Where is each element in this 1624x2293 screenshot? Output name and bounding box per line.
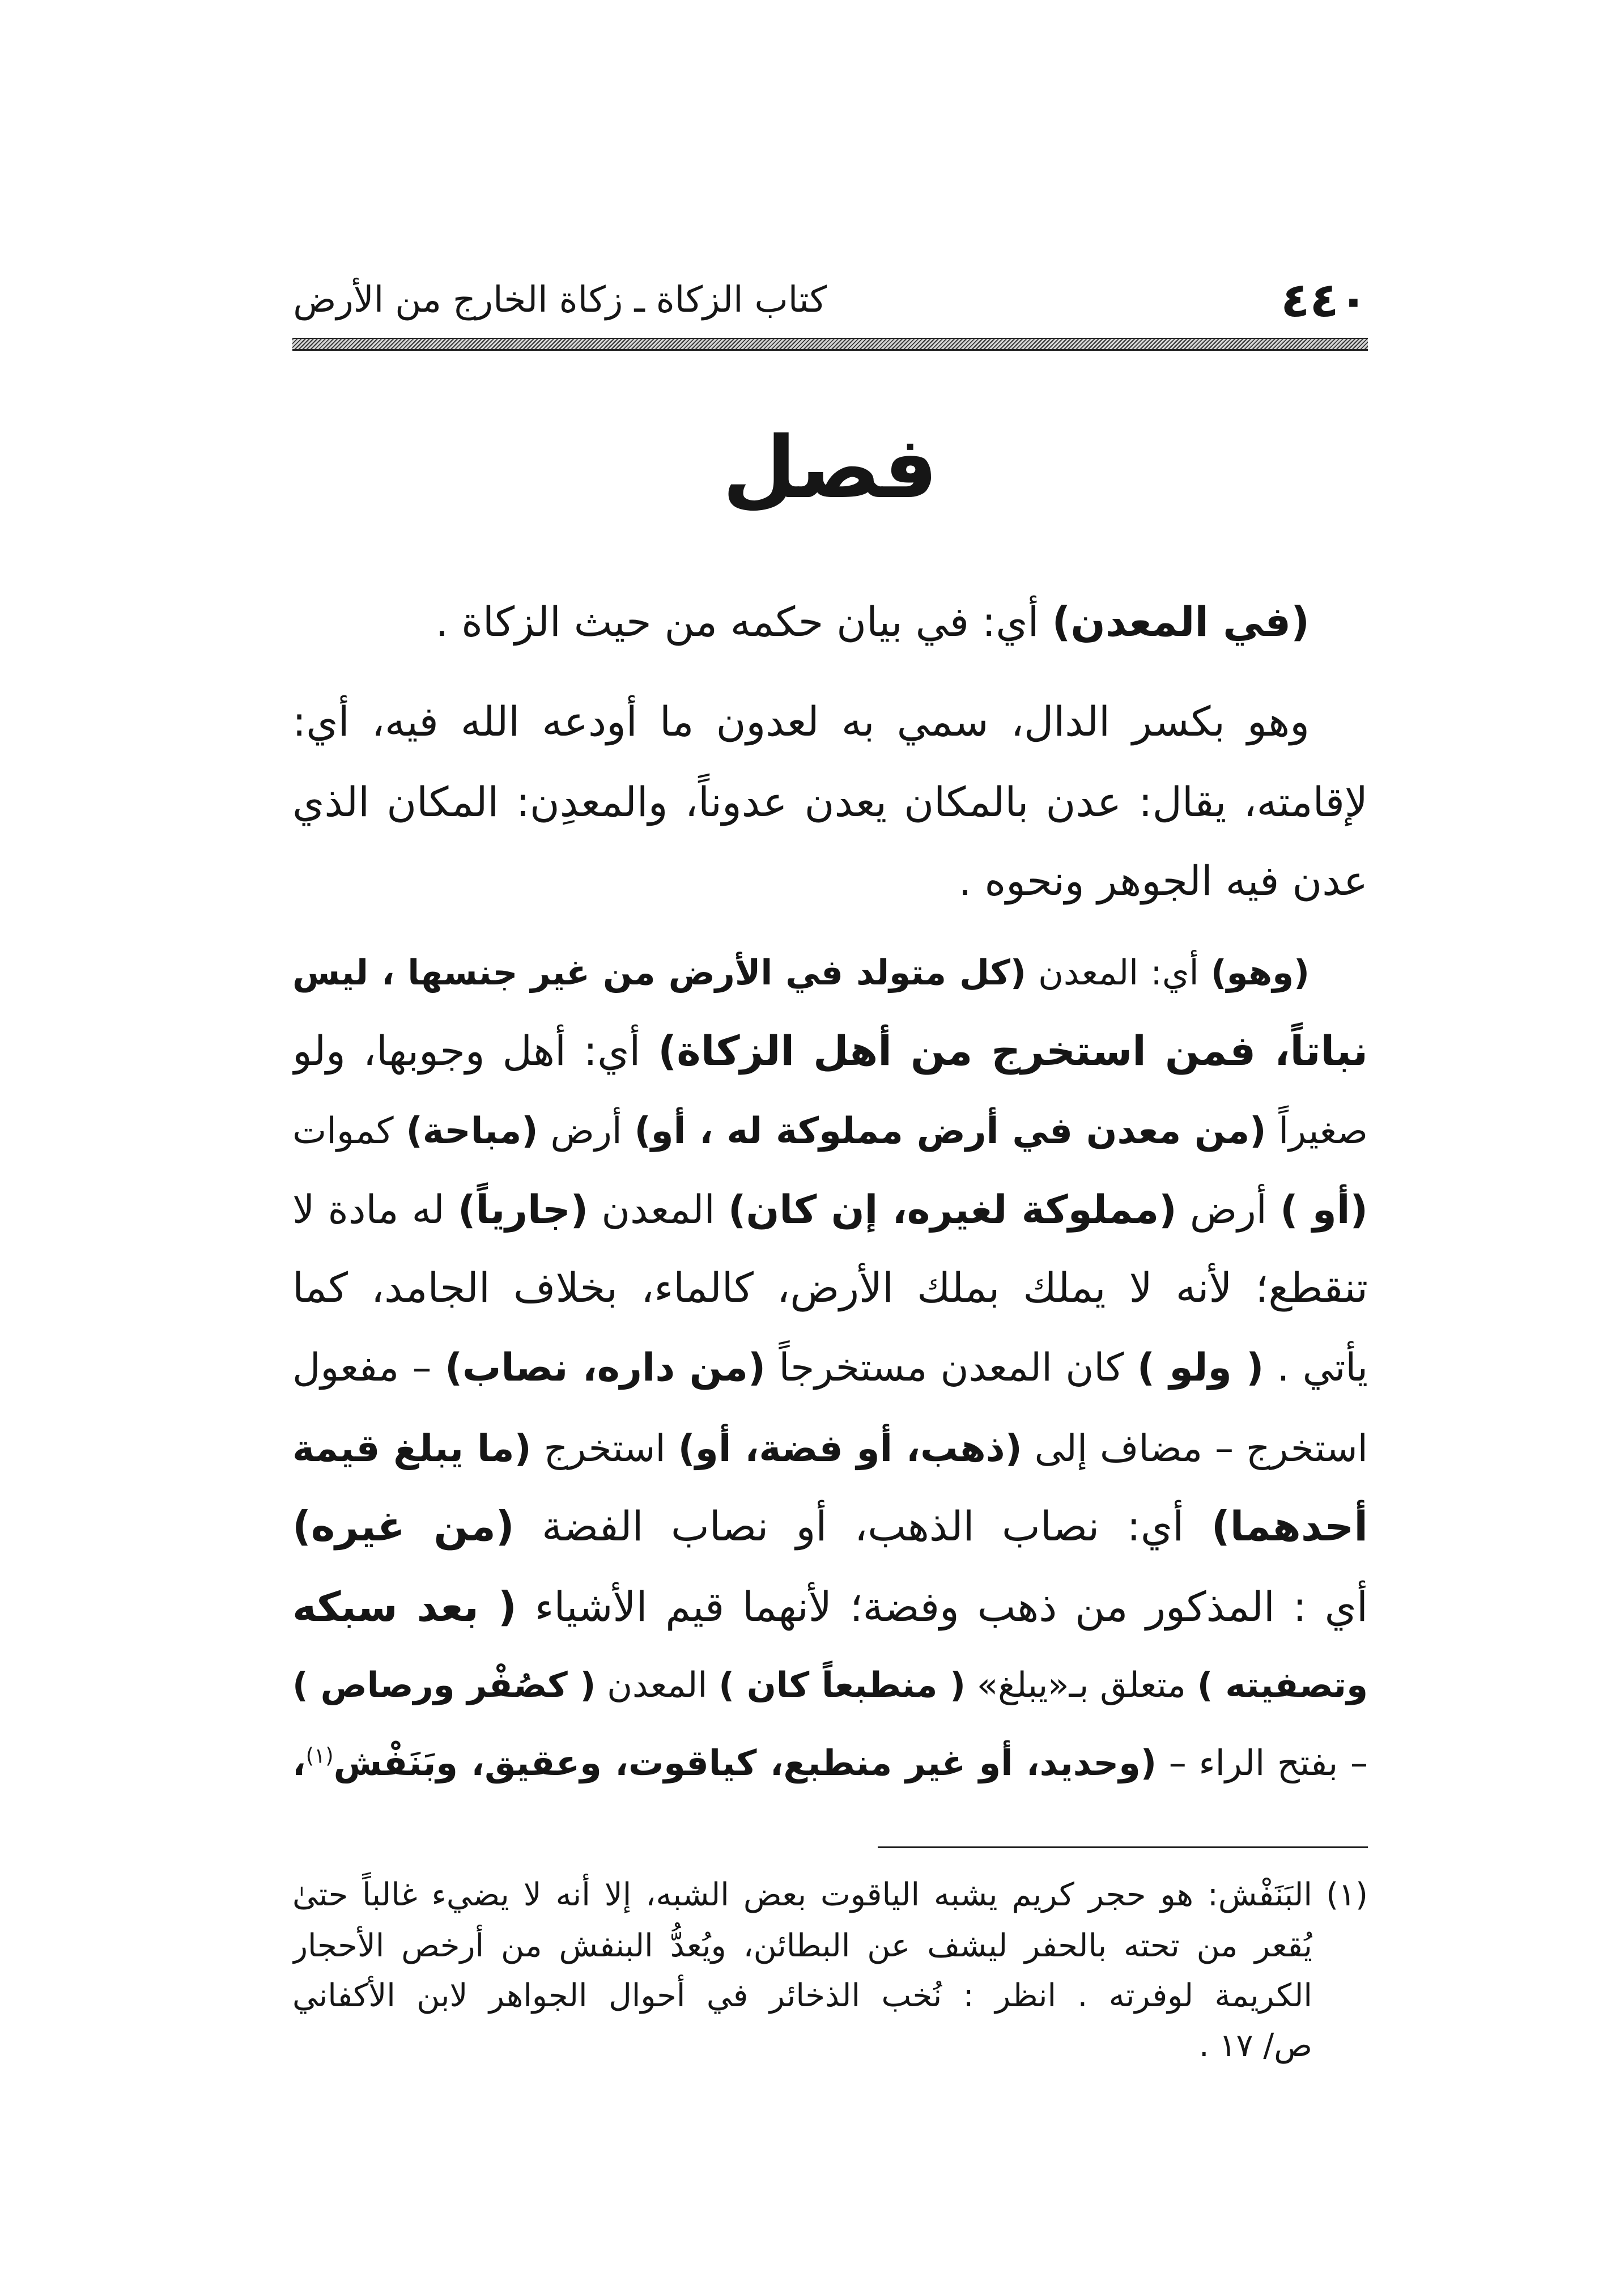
commentary-text: يأتي . xyxy=(1264,1345,1368,1390)
commentary-text: كان المعدن مستخرجاً xyxy=(766,1345,1137,1390)
body-line xyxy=(292,582,1368,661)
matn-text: ( منطبعاً كان ) xyxy=(719,1665,966,1705)
body-line xyxy=(292,1646,1368,1725)
commentary-text: تنقطع؛ لأنه لا يملك بملك الأرض، كالماء، بخلاف الجامد، كما xyxy=(292,1264,1368,1311)
matn-text: (من داره، نصاب) xyxy=(444,1345,766,1390)
commentary-text: المعدن xyxy=(596,1665,719,1705)
body-line xyxy=(292,841,1368,920)
footnote-line: ص/ ١٧ . xyxy=(1198,2027,1312,2064)
commentary-text: له مادة لا xyxy=(292,1187,458,1233)
running-header: كتاب الزكاة ـ زكاة الخارج من الأرض xyxy=(293,279,827,320)
matn-text: (ما يبلغ قيمة xyxy=(292,1426,532,1470)
commentary-text: أي: في بيان حكمه من حيث الزكاة . xyxy=(435,598,1052,646)
footnote-line: البَنَفْش: هو حجر كريم يشبه الياقوت بعض الشبه، إلا أنه لا يضيء غالباً حتىٰ xyxy=(292,1876,1312,1913)
section-title: فصل xyxy=(722,419,938,517)
footnote-reference: (١) xyxy=(305,1743,334,1768)
footnote-separator xyxy=(878,1846,1368,1848)
matn-text: (مملوكة لغيره، إن كان) xyxy=(728,1187,1177,1233)
body-line xyxy=(292,1567,1368,1646)
matn-text: ( بعد سبكه xyxy=(292,1583,517,1630)
commentary-text: المعدن xyxy=(588,1187,728,1233)
matn-text: ( ولو ) xyxy=(1137,1345,1264,1390)
body-line xyxy=(292,1170,1368,1250)
body-line xyxy=(292,1487,1368,1566)
footnote-line: يُقعر من تحته بالحفر ليشف عن البطائن، ويُعدُّ البنفش من أرخص الأحجار xyxy=(292,1927,1312,1964)
body-line xyxy=(292,1328,1368,1408)
page-number: ٤٤٠ xyxy=(1281,272,1368,328)
matn-text: (مباحة) xyxy=(406,1110,538,1152)
body-line xyxy=(292,1092,1368,1171)
matn-text: (من غيره) xyxy=(292,1502,515,1550)
matn-text: (ذهب، أو فضة، أو) xyxy=(678,1426,1022,1470)
matn-text: (أو ) xyxy=(1280,1187,1368,1233)
body-line xyxy=(292,1723,1368,1803)
commentary-text: استخرج – مضاف إلى xyxy=(1022,1426,1368,1470)
body-line xyxy=(292,682,1368,761)
matn-text: نباتاً، فمن استخرج من أهل الزكاة) xyxy=(658,1027,1368,1075)
commentary-text: متعلق بـ«يبلغ» xyxy=(965,1665,1197,1705)
body-line xyxy=(292,762,1368,842)
commentary-text: وهو بكسر الدال، سمي به لعدون ما أودعه الله فيه، أي: xyxy=(292,698,1310,745)
commentary-text: عدن فيه الجوهر ونحوه . xyxy=(958,857,1368,905)
matn-text: (من معدن في أرض مملوكة له ، أو) xyxy=(634,1110,1266,1152)
matn-text: أحدهما) xyxy=(1211,1502,1368,1550)
commentary-text: أي: نصاب الذهب، أو نصاب الفضة xyxy=(514,1502,1211,1550)
body-line xyxy=(292,1409,1368,1488)
commentary-text: استخرج xyxy=(531,1426,678,1470)
commentary-text: – بفتح الراء – xyxy=(1157,1742,1368,1784)
commentary-text: صغيراً xyxy=(1266,1110,1368,1152)
matn-text: وتصفيته ) xyxy=(1197,1665,1368,1705)
matn-text: (كل متولد في الأرض من غير جنسها ، ليس xyxy=(292,953,1026,993)
commentary-text: أي: المعدن xyxy=(1026,953,1211,993)
body-line xyxy=(292,1248,1368,1327)
body-line xyxy=(292,1011,1368,1090)
footnote-line: الكريمة لوفرته . انظر : نُخب الذخائر في أحوال الجواهر لابن الأكفاني xyxy=(292,1977,1312,2014)
commentary-text: أرض xyxy=(1176,1187,1281,1233)
matn-text: (جارياً) xyxy=(457,1187,589,1233)
footnote-marker: (١) xyxy=(1326,1876,1368,1913)
commentary-text: لإقامته، يقال: عدن بالمكان يعدن عدوناً، والمعدِن: المكان الذي xyxy=(292,778,1368,826)
header-rule xyxy=(292,338,1368,351)
commentary-text: – مفعول xyxy=(292,1345,445,1390)
commentary-text: أي: أهل وجوبها، ولو xyxy=(292,1027,658,1075)
matn-text: ، xyxy=(292,1742,306,1784)
matn-text: ( كصُفْر ورصاص ) xyxy=(292,1665,596,1705)
matn-text: (وحديد، أو غير منطبع، كياقوت، وعقيق، وبَنَفْش xyxy=(333,1742,1157,1784)
commentary-text: كموات xyxy=(292,1110,406,1152)
commentary-text: أي : المذكور من ذهب وفضة؛ لأنهما قيم الأشياء xyxy=(516,1583,1368,1630)
matn-text: (في المعدن) xyxy=(1052,598,1310,646)
commentary-text: أرض xyxy=(538,1110,635,1152)
matn-text: (وهو) xyxy=(1210,953,1310,993)
body-line xyxy=(292,933,1368,1013)
